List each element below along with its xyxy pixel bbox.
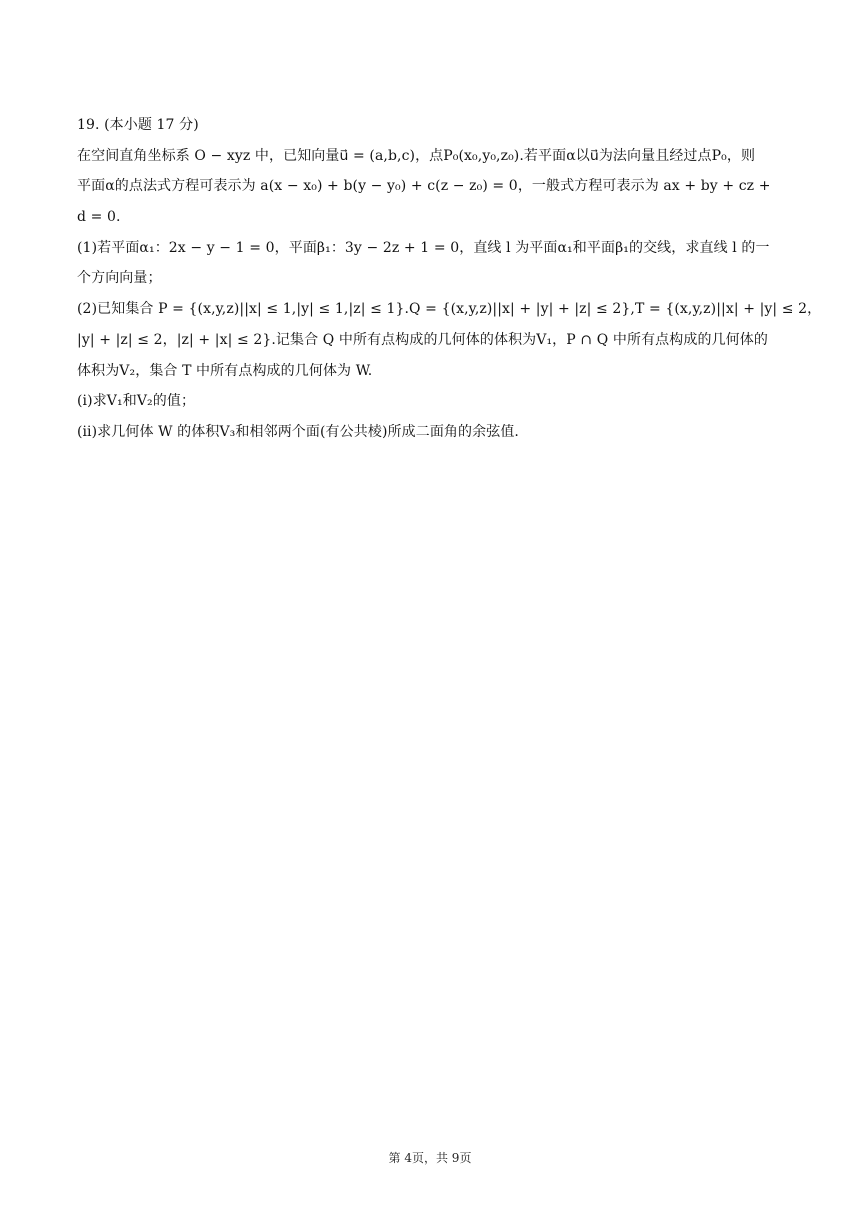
- problem-header: 19. (本小题 17 分): [77, 117, 199, 133]
- problem-subpart-i: (ⅰ)求V₁和V₂的值；: [77, 393, 196, 410]
- page-number-footer: 第 4页，共 9页: [388, 1151, 472, 1165]
- problem-subpart-ii: (ⅱ)求几何体 W 的体积V₃和相邻两个面(有公共棱)所成二面角的余弦值.: [77, 423, 519, 440]
- problem-text-line: 在空间直角坐标系 O − xyz 中，已知向量u⃗ = (a,b,c)，点P₀(x₀,y₀,z₀).若平面α以u⃗为法向量且经过点P₀，则: [77, 147, 756, 164]
- problem-part-2: (2)已知集合 P = {(x,y,z)||x| ≤ 1,|y| ≤ 1,|z| ≤ 1}.Q = {(x,y,z)||x| + |y| + |z| ≤ 2},T = {(x,y,z)||x| + |y| ≤ 2，: [77, 301, 822, 318]
- problem-text-line: d = 0.: [77, 209, 121, 226]
- problem-text-line: 平面α的点法式方程可表示为 a(x − x₀) + b(y − y₀) + c(z − z₀) = 0，一般式方程可表示为 ax + by + cz +: [77, 178, 771, 195]
- problem-text-line: 个方向向量；: [77, 270, 162, 287]
- problem-text-line: |y| + |z| ≤ 2，|z| + |x| ≤ 2}.记集合 Q 中所有点构成的几何体的体积为V₁，P ∩ Q 中所有点构成的几何体的: [77, 331, 768, 348]
- problem-19: [77, 110, 822, 448]
- problem-part-1: (1)若平面α₁：2x − y − 1 = 0，平面β₁：3y − 2z + 1 = 0，直线 l 为平面α₁和平面β₁的交线，求直线 l 的一: [77, 239, 770, 256]
- problem-text-line: 体积为V₂，集合 T 中所有点构成的几何体为 W.: [77, 362, 373, 379]
